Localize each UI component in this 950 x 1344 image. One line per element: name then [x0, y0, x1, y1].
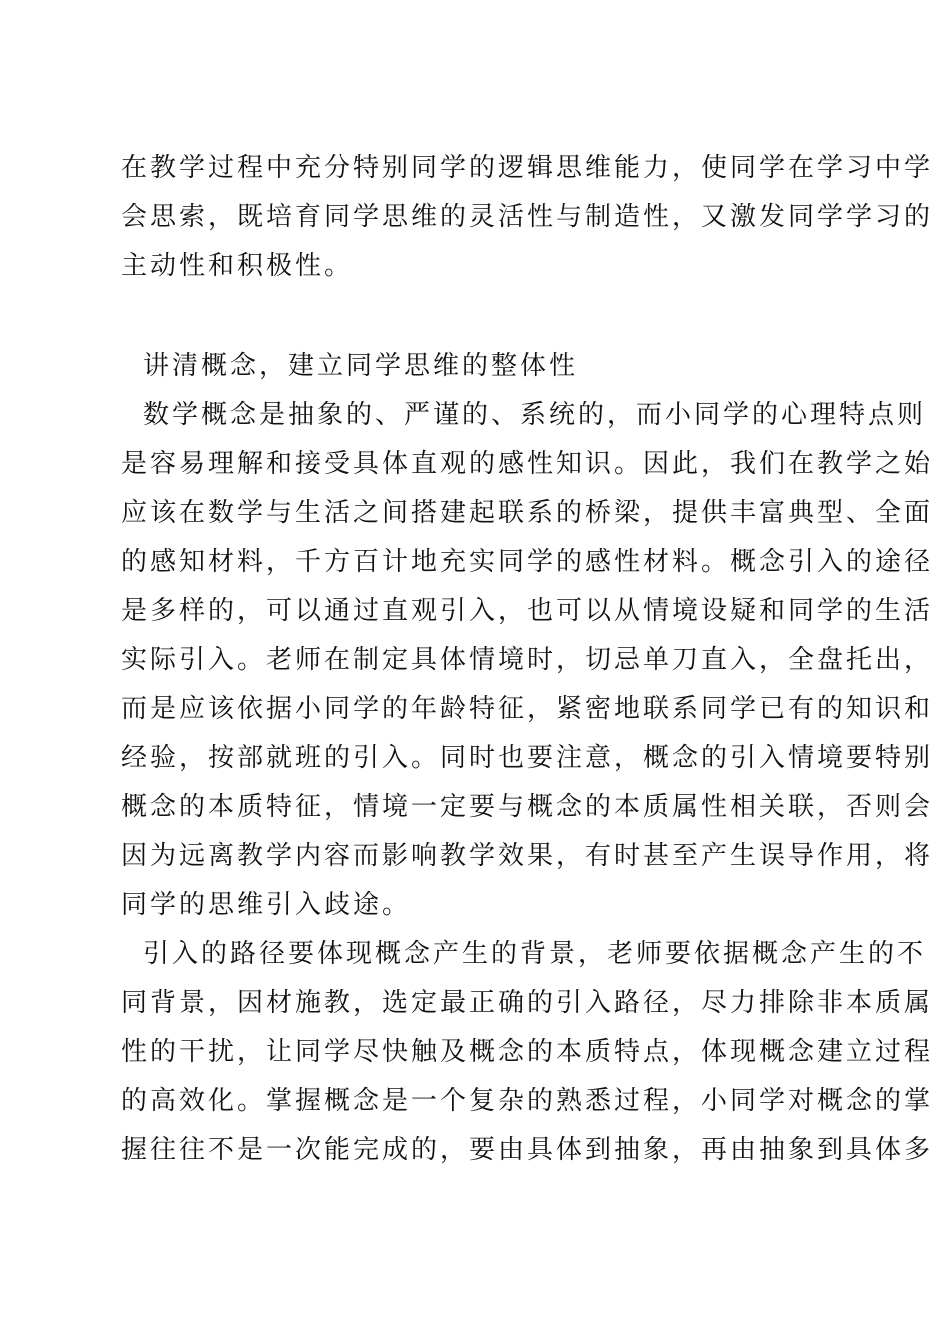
text-line: 在教学过程中充分特别同学的逻辑思维能力，使同学在学习中学: [121, 153, 934, 183]
text-line: 的高效化。掌握概念是一个复杂的熟悉过程，小同学对概念的掌: [121, 1086, 934, 1116]
text-line: 同学的思维引入歧途。: [121, 890, 412, 920]
text-line: 的感知材料，千方百计地充实同学的感性材料。概念引入的途径: [121, 547, 934, 577]
text-line: 同背景，因材施教，选定最正确的引入路径，尽力排除非本质属: [121, 988, 934, 1018]
text-line: 是容易理解和接受具体直观的感性知识。因此，我们在教学之始: [121, 449, 934, 479]
text-line: 经验，按部就班的引入。同时也要注意，概念的引入情境要特别: [121, 743, 934, 773]
text-line: 因为远离教学内容而影响教学效果，有时甚至产生误导作用，将: [121, 841, 934, 871]
text-line: 数学概念是抽象的、严谨的、系统的，而小同学的心理特点则: [143, 400, 927, 430]
text-line: 引入的路径要体现概念产生的背景，老师要依据概念产生的不: [143, 939, 927, 969]
text-line: 会思索，既培育同学思维的灵活性与制造性，又激发同学学习的: [121, 202, 934, 232]
text-line: 而是应该依据小同学的年龄特征，紧密地联系同学已有的知识和: [121, 694, 934, 724]
text-line: 握往往不是一次能完成的，要由具体到抽象，再由抽象到具体多: [121, 1135, 934, 1165]
section-heading: 讲清概念，建立同学思维的整体性: [143, 351, 579, 381]
text-line: 概念的本质特征，情境一定要与概念的本质属性相关联，否则会: [121, 792, 934, 822]
paragraph-1: [121, 144, 934, 291]
text-line: 是多样的，可以通过直观引入，也可以从情境设疑和同学的生活: [121, 596, 934, 626]
section-body: [121, 342, 934, 1175]
text-line: 主动性和积极性。: [121, 251, 354, 281]
text-line: 应该在数学与生活之间搭建起联系的桥梁，提供丰富典型、全面: [121, 498, 934, 528]
text-line: 实际引入。老师在制定具体情境时，切忌单刀直入，全盘托出，: [121, 645, 934, 675]
text-line: 性的干扰，让同学尽快触及概念的本质特点，体现概念建立过程: [121, 1037, 934, 1067]
